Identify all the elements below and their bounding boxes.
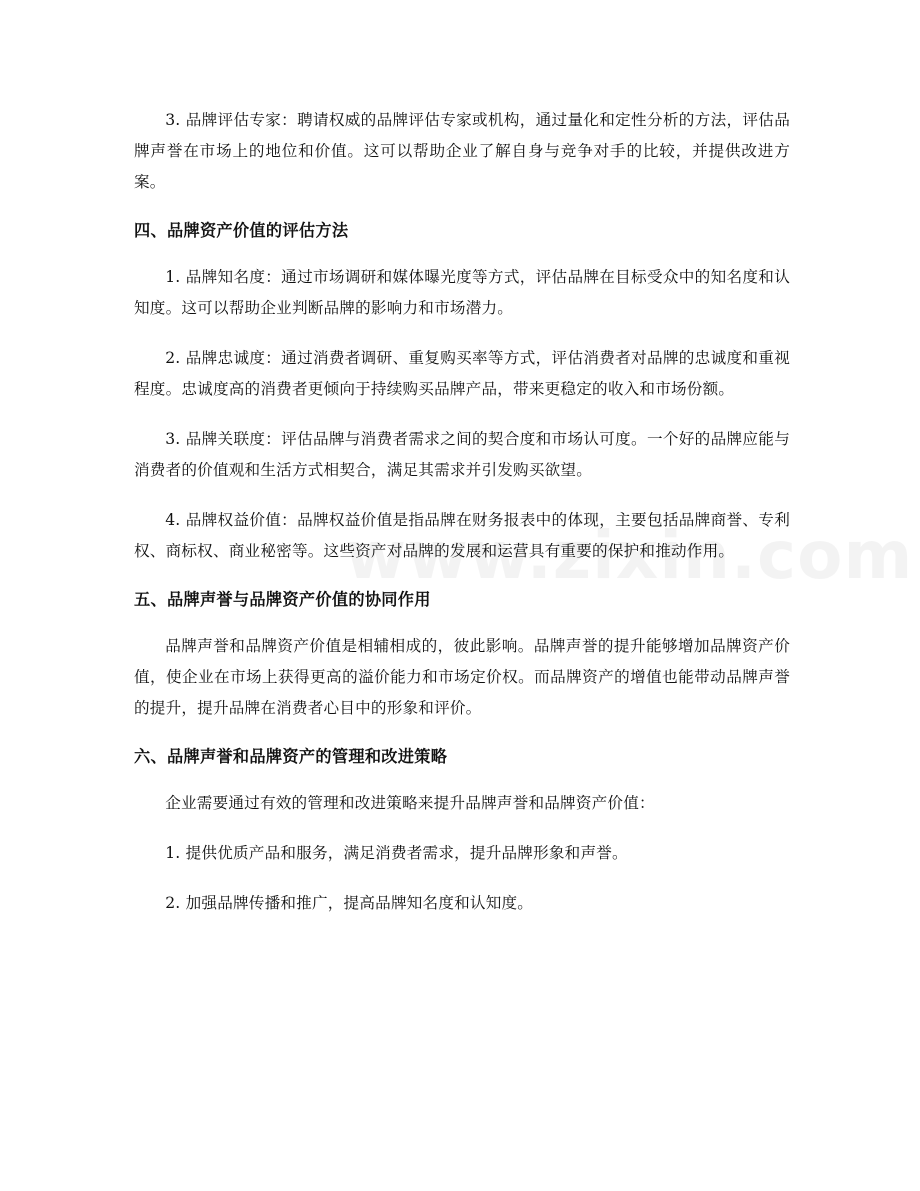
paragraph-brand-awareness: 1. 品牌知名度：通过市场调研和媒体曝光度等方式，评估品牌在目标受众中的知名度和认知度。这可以帮助企业判断品牌的影响力和市场潜力。 [134,268,790,317]
paragraph-strategy-1: 1. 提供优质产品和服务，满足消费者需求，提升品牌形象和声誉。 [165,844,628,862]
section-heading-4: 四、品牌资产价值的评估方法 [134,221,349,240]
paragraph-brand-loyalty: 2. 品牌忠诚度：通过消费者调研、重复购买率等方式，评估消费者对品牌的忠诚度和重视程度。忠诚度高的消费者更倾向于持续购买品牌产品，带来更稳定的收入和市场份额。 [134,349,790,398]
paragraph-brand-equity-value: 4. 品牌权益价值：品牌权益价值是指品牌在财务报表中的体现，主要包括品牌商誉、专利权、商标权、商业秘密等。这些资产对品牌的发展和运营具有重要的保护和推动作用。 [134,511,790,560]
section-heading-5: 五、品牌声誉与品牌资产价值的协同作用 [134,590,431,609]
document-body [134,105,790,938]
paragraph-brand-relevance: 3. 品牌关联度：评估品牌与消费者需求之间的契合度和市场认可度。一个好的品牌应能与消费者的价值观和生活方式相契合，满足其需求并引发购买欲望。 [134,430,790,479]
paragraph-strategy-2: 2. 加强品牌传播和推广，提高品牌知名度和认知度。 [165,894,534,912]
paragraph-brand-evaluation-expert: 3. 品牌评估专家：聘请权威的品牌评估专家或机构，通过量化和定性分析的方法，评估品牌声誉在市场上的地位和价值。这可以帮助企业了解自身与竞争对手的比较，并提供改进方案。 [134,111,790,191]
paragraph-synergy: 品牌声誉和品牌资产价值是相辅相成的，彼此影响。品牌声誉的提升能够增加品牌资产价值，使企业在市场上获得更高的溢价能力和市场定价权。而品牌资产的增值也能带动品牌声誉的提升，提升品牌在消费者心目中的形象和评价。 [134,637,790,717]
section-heading-6: 六、品牌声誉和品牌资产的管理和改进策略 [134,747,448,766]
paragraph-strategy-intro: 企业需要通过有效的管理和改进策略来提升品牌声誉和品牌资产价值： [165,794,655,812]
